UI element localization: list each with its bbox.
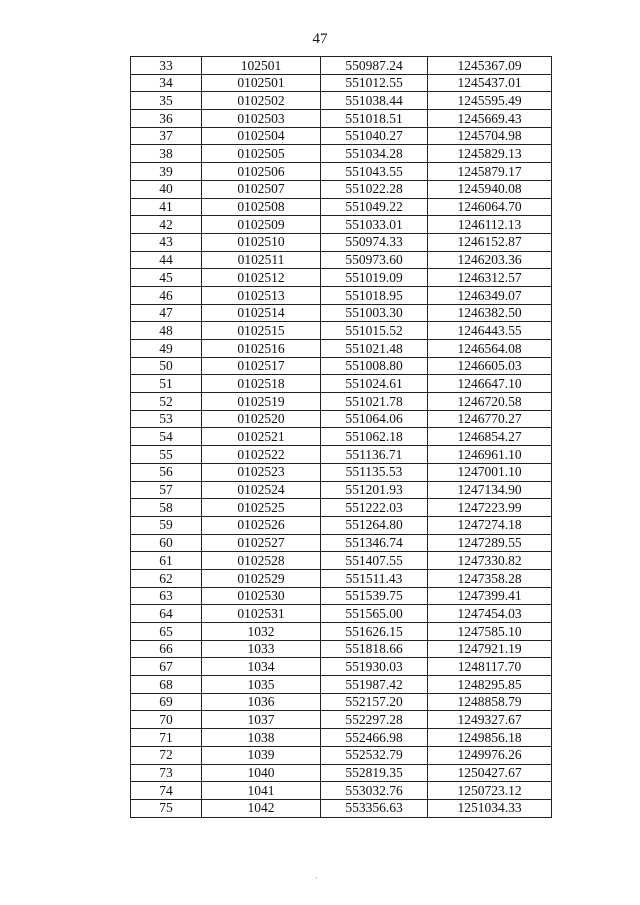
- table-row: [131, 534, 552, 552]
- x-coordinate-cell: 551022.28: [321, 180, 428, 198]
- row-index-cell: 69: [131, 693, 202, 711]
- y-coordinate-cell: 1245367.09: [428, 57, 552, 75]
- x-coordinate-cell: 551033.01: [321, 216, 428, 234]
- row-index-cell: 51: [131, 375, 202, 393]
- row-index-cell: 37: [131, 127, 202, 145]
- footer-mark: ': [316, 876, 318, 884]
- row-index-cell: 65: [131, 623, 202, 641]
- x-coordinate-cell: 551019.09: [321, 269, 428, 287]
- y-coordinate-cell: 1247223.99: [428, 499, 552, 517]
- y-coordinate-cell: 1248117.70: [428, 658, 552, 676]
- table-row: [131, 198, 552, 216]
- y-coordinate-cell: 1247454.03: [428, 605, 552, 623]
- y-coordinate-cell: 1246349.07: [428, 286, 552, 304]
- table-row: [131, 163, 552, 181]
- table-row: [131, 516, 552, 534]
- y-coordinate-cell: 1246064.70: [428, 198, 552, 216]
- table-row: [131, 658, 552, 676]
- row-index-cell: 61: [131, 552, 202, 570]
- y-coordinate-cell: 1249327.67: [428, 711, 552, 729]
- row-index-cell: 73: [131, 764, 202, 782]
- x-coordinate-cell: 551003.30: [321, 304, 428, 322]
- point-id-cell: 0102519: [202, 393, 321, 411]
- x-coordinate-cell: 551021.48: [321, 340, 428, 358]
- row-index-cell: 59: [131, 516, 202, 534]
- row-index-cell: 60: [131, 534, 202, 552]
- x-coordinate-cell: 551049.22: [321, 198, 428, 216]
- y-coordinate-cell: 1247134.90: [428, 481, 552, 499]
- row-index-cell: 52: [131, 393, 202, 411]
- table-row: [131, 587, 552, 605]
- row-index-cell: 63: [131, 587, 202, 605]
- x-coordinate-cell: 552297.28: [321, 711, 428, 729]
- row-index-cell: 33: [131, 57, 202, 75]
- row-index-cell: 45: [131, 269, 202, 287]
- point-id-cell: 0102511: [202, 251, 321, 269]
- table-row: [131, 340, 552, 358]
- row-index-cell: 49: [131, 340, 202, 358]
- y-coordinate-cell: 1246443.55: [428, 322, 552, 340]
- row-index-cell: 43: [131, 233, 202, 251]
- x-coordinate-cell: 551222.03: [321, 499, 428, 517]
- x-coordinate-cell: 551201.93: [321, 481, 428, 499]
- y-coordinate-cell: 1248295.85: [428, 676, 552, 694]
- row-index-cell: 56: [131, 463, 202, 481]
- table-row: [131, 782, 552, 800]
- table-row: [131, 640, 552, 658]
- row-index-cell: 34: [131, 74, 202, 92]
- row-index-cell: 53: [131, 410, 202, 428]
- table-row: [131, 693, 552, 711]
- y-coordinate-cell: 1245829.13: [428, 145, 552, 163]
- row-index-cell: 67: [131, 658, 202, 676]
- x-coordinate-cell: 551511.43: [321, 569, 428, 587]
- x-coordinate-cell: 551987.42: [321, 676, 428, 694]
- table-row: [131, 605, 552, 623]
- table-row: [131, 92, 552, 110]
- row-index-cell: 74: [131, 782, 202, 800]
- y-coordinate-cell: 1246564.08: [428, 340, 552, 358]
- row-index-cell: 66: [131, 640, 202, 658]
- x-coordinate-cell: 551930.03: [321, 658, 428, 676]
- table-row: [131, 304, 552, 322]
- x-coordinate-cell: 551626.15: [321, 623, 428, 641]
- table-row: [131, 410, 552, 428]
- x-coordinate-cell: 551062.18: [321, 428, 428, 446]
- y-coordinate-cell: 1247399.41: [428, 587, 552, 605]
- table-row: [131, 74, 552, 92]
- y-coordinate-cell: 1251034.33: [428, 799, 552, 817]
- row-index-cell: 42: [131, 216, 202, 234]
- x-coordinate-cell: 551043.55: [321, 163, 428, 181]
- point-id-cell: 0102513: [202, 286, 321, 304]
- table-row: [131, 746, 552, 764]
- point-id-cell: 0102508: [202, 198, 321, 216]
- y-coordinate-cell: 1246312.57: [428, 269, 552, 287]
- x-coordinate-cell: 551008.80: [321, 357, 428, 375]
- table-row: [131, 393, 552, 411]
- point-id-cell: 0102503: [202, 110, 321, 128]
- x-coordinate-cell: 553032.76: [321, 782, 428, 800]
- row-index-cell: 55: [131, 446, 202, 464]
- point-id-cell: 102501: [202, 57, 321, 75]
- point-id-cell: 1034: [202, 658, 321, 676]
- point-id-cell: 0102505: [202, 145, 321, 163]
- row-index-cell: 36: [131, 110, 202, 128]
- point-id-cell: 0102526: [202, 516, 321, 534]
- x-coordinate-cell: 551038.44: [321, 92, 428, 110]
- x-coordinate-cell: 551034.28: [321, 145, 428, 163]
- x-coordinate-cell: 553356.63: [321, 799, 428, 817]
- row-index-cell: 35: [131, 92, 202, 110]
- coordinates-table-body: [131, 57, 552, 818]
- point-id-cell: 0102509: [202, 216, 321, 234]
- x-coordinate-cell: 551064.06: [321, 410, 428, 428]
- x-coordinate-cell: 550987.24: [321, 57, 428, 75]
- point-id-cell: 0102512: [202, 269, 321, 287]
- y-coordinate-cell: 1247358.28: [428, 569, 552, 587]
- x-coordinate-cell: 551264.80: [321, 516, 428, 534]
- point-id-cell: 1038: [202, 729, 321, 747]
- y-coordinate-cell: 1247330.82: [428, 552, 552, 570]
- point-id-cell: 0102530: [202, 587, 321, 605]
- point-id-cell: 0102517: [202, 357, 321, 375]
- point-id-cell: 0102510: [202, 233, 321, 251]
- point-id-cell: 0102528: [202, 552, 321, 570]
- y-coordinate-cell: 1246720.58: [428, 393, 552, 411]
- y-coordinate-cell: 1246961.10: [428, 446, 552, 464]
- x-coordinate-cell: 552466.98: [321, 729, 428, 747]
- row-index-cell: 39: [131, 163, 202, 181]
- point-id-cell: 0102521: [202, 428, 321, 446]
- y-coordinate-cell: 1246112.13: [428, 216, 552, 234]
- point-id-cell: 1032: [202, 623, 321, 641]
- point-id-cell: 0102502: [202, 92, 321, 110]
- point-id-cell: 1036: [202, 693, 321, 711]
- point-id-cell: 0102507: [202, 180, 321, 198]
- y-coordinate-cell: 1247289.55: [428, 534, 552, 552]
- table-row: [131, 463, 552, 481]
- row-index-cell: 72: [131, 746, 202, 764]
- coordinates-table: [130, 56, 552, 818]
- table-row: [131, 676, 552, 694]
- point-id-cell: 0102523: [202, 463, 321, 481]
- table-row: [131, 127, 552, 145]
- table-row: [131, 375, 552, 393]
- point-id-cell: 0102514: [202, 304, 321, 322]
- x-coordinate-cell: 551015.52: [321, 322, 428, 340]
- y-coordinate-cell: 1247921.19: [428, 640, 552, 658]
- point-id-cell: 0102525: [202, 499, 321, 517]
- y-coordinate-cell: 1250723.12: [428, 782, 552, 800]
- table-row: [131, 552, 552, 570]
- table-row: [131, 322, 552, 340]
- row-index-cell: 48: [131, 322, 202, 340]
- row-index-cell: 62: [131, 569, 202, 587]
- point-id-cell: 0102531: [202, 605, 321, 623]
- point-id-cell: 0102504: [202, 127, 321, 145]
- table-row: [131, 799, 552, 817]
- x-coordinate-cell: 552819.35: [321, 764, 428, 782]
- table-row: [131, 110, 552, 128]
- table-row: [131, 233, 552, 251]
- row-index-cell: 50: [131, 357, 202, 375]
- x-coordinate-cell: 550974.33: [321, 233, 428, 251]
- point-id-cell: 0102527: [202, 534, 321, 552]
- page-number: 47: [312, 31, 328, 47]
- x-coordinate-cell: 551818.66: [321, 640, 428, 658]
- point-id-cell: 0102501: [202, 74, 321, 92]
- row-index-cell: 54: [131, 428, 202, 446]
- point-id-cell: 1042: [202, 799, 321, 817]
- point-id-cell: 0102522: [202, 446, 321, 464]
- y-coordinate-cell: 1247274.18: [428, 516, 552, 534]
- y-coordinate-cell: 1246647.10: [428, 375, 552, 393]
- point-id-cell: 1035: [202, 676, 321, 694]
- y-coordinate-cell: 1245669.43: [428, 110, 552, 128]
- table-row: [131, 286, 552, 304]
- table-row: [131, 446, 552, 464]
- y-coordinate-cell: 1246605.03: [428, 357, 552, 375]
- table-row: [131, 569, 552, 587]
- row-index-cell: 44: [131, 251, 202, 269]
- point-id-cell: 1040: [202, 764, 321, 782]
- row-index-cell: 40: [131, 180, 202, 198]
- x-coordinate-cell: 551018.51: [321, 110, 428, 128]
- table-row: [131, 269, 552, 287]
- y-coordinate-cell: 1246770.27: [428, 410, 552, 428]
- y-coordinate-cell: 1250427.67: [428, 764, 552, 782]
- y-coordinate-cell: 1245704.98: [428, 127, 552, 145]
- point-id-cell: 0102515: [202, 322, 321, 340]
- x-coordinate-cell: 552532.79: [321, 746, 428, 764]
- x-coordinate-cell: 551024.61: [321, 375, 428, 393]
- row-index-cell: 58: [131, 499, 202, 517]
- x-coordinate-cell: 551021.78: [321, 393, 428, 411]
- table-row: [131, 357, 552, 375]
- y-coordinate-cell: 1245595.49: [428, 92, 552, 110]
- point-id-cell: 1033: [202, 640, 321, 658]
- row-index-cell: 68: [131, 676, 202, 694]
- y-coordinate-cell: 1247001.10: [428, 463, 552, 481]
- x-coordinate-cell: 551565.00: [321, 605, 428, 623]
- row-index-cell: 47: [131, 304, 202, 322]
- row-index-cell: 38: [131, 145, 202, 163]
- x-coordinate-cell: 551040.27: [321, 127, 428, 145]
- y-coordinate-cell: 1248858.79: [428, 693, 552, 711]
- point-id-cell: 0102506: [202, 163, 321, 181]
- table-row: [131, 499, 552, 517]
- x-coordinate-cell: 551539.75: [321, 587, 428, 605]
- y-coordinate-cell: 1249976.26: [428, 746, 552, 764]
- table-row: [131, 251, 552, 269]
- row-index-cell: 71: [131, 729, 202, 747]
- x-coordinate-cell: 551018.95: [321, 286, 428, 304]
- point-id-cell: 0102518: [202, 375, 321, 393]
- y-coordinate-cell: 1246203.36: [428, 251, 552, 269]
- x-coordinate-cell: 551012.55: [321, 74, 428, 92]
- y-coordinate-cell: 1246152.87: [428, 233, 552, 251]
- y-coordinate-cell: 1246854.27: [428, 428, 552, 446]
- table-row: [131, 216, 552, 234]
- table-row: [131, 180, 552, 198]
- x-coordinate-cell: 551135.53: [321, 463, 428, 481]
- table-row: [131, 711, 552, 729]
- x-coordinate-cell: 552157.20: [321, 693, 428, 711]
- point-id-cell: 1041: [202, 782, 321, 800]
- y-coordinate-cell: 1245437.01: [428, 74, 552, 92]
- table-row: [131, 764, 552, 782]
- point-id-cell: 0102516: [202, 340, 321, 358]
- x-coordinate-cell: 550973.60: [321, 251, 428, 269]
- x-coordinate-cell: 551407.55: [321, 552, 428, 570]
- point-id-cell: 0102524: [202, 481, 321, 499]
- point-id-cell: 0102529: [202, 569, 321, 587]
- x-coordinate-cell: 551136.71: [321, 446, 428, 464]
- row-index-cell: 75: [131, 799, 202, 817]
- y-coordinate-cell: 1249856.18: [428, 729, 552, 747]
- point-id-cell: 1037: [202, 711, 321, 729]
- row-index-cell: 70: [131, 711, 202, 729]
- y-coordinate-cell: 1246382.50: [428, 304, 552, 322]
- table-row: [131, 481, 552, 499]
- row-index-cell: 41: [131, 198, 202, 216]
- row-index-cell: 64: [131, 605, 202, 623]
- table-row: [131, 729, 552, 747]
- table-row: [131, 623, 552, 641]
- row-index-cell: 46: [131, 286, 202, 304]
- x-coordinate-cell: 551346.74: [321, 534, 428, 552]
- y-coordinate-cell: 1247585.10: [428, 623, 552, 641]
- y-coordinate-cell: 1245940.08: [428, 180, 552, 198]
- row-index-cell: 57: [131, 481, 202, 499]
- table-row: [131, 428, 552, 446]
- point-id-cell: 1039: [202, 746, 321, 764]
- y-coordinate-cell: 1245879.17: [428, 163, 552, 181]
- table-row: [131, 57, 552, 75]
- table-row: [131, 145, 552, 163]
- point-id-cell: 0102520: [202, 410, 321, 428]
